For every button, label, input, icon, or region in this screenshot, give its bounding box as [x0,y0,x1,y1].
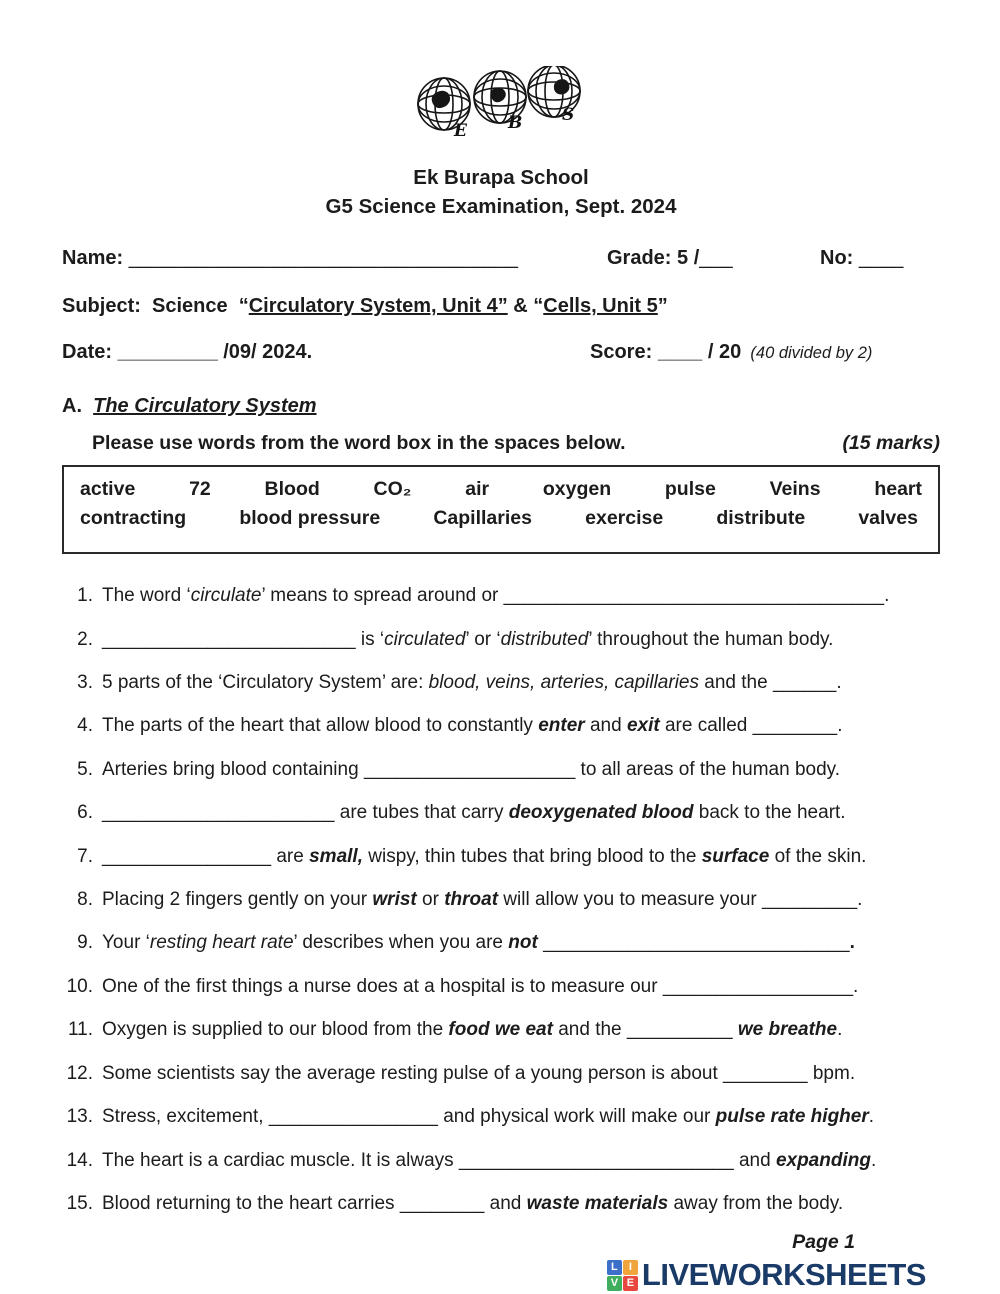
instruction-text: Please use words from the word box in the spaces below. [92,432,626,455]
question-row-9 [62,921,940,964]
question-number: 1. [77,585,93,607]
page-number: Page 1 [792,1231,855,1254]
question-row-11 [62,1008,940,1051]
question-text: ________________________ is ‘circulated’ or ‘distributed’ throughout the human body. [102,628,834,650]
question-text: ________________ are small, wispy, thin tubes that bring blood to the surface of the skin. [102,845,867,867]
question-text: Stress, excitement, ________________ and physical work will make our pulse rate higher. [102,1106,875,1128]
question-text: Your ‘resting heart rate’ describes when you are not _____________________________. [102,932,855,954]
question-number: 8. [77,889,93,911]
logo-letter-b: B [508,113,523,133]
question-number: 4. [77,715,93,737]
question-number: 15. [66,1192,93,1214]
word-box-row-1: active 72 Blood CO₂ air oxygen pulse Veins heart [80,478,922,501]
question-text: The heart is a cardiac muscle. It is always __________________________ and expanding. [102,1149,877,1171]
subject-line: Subject: Science “Circulatory System, Unit 4” & “Cells, Unit 5” [62,295,668,318]
question-text: Arteries bring blood containing ____________________ to all areas of the human body. [102,758,841,780]
globes-logo-icon [410,66,592,140]
question-row-14 [62,1139,940,1182]
question-number: 3. [77,672,93,694]
school-name: Ek Burapa School [413,166,589,189]
question-number: 14. [66,1149,93,1171]
question-row-13 [62,1095,940,1138]
question-text: One of the first things a nurse does at a hospital is to measure our __________________. [102,975,859,997]
exam-title: G5 Science Examination, Sept. 2024 [325,195,677,219]
question-text: The parts of the heart that allow blood to constantly enter and exit are called ________. [102,715,843,737]
footer [62,1231,940,1293]
name-field: Name: ___________________________________ [62,247,519,270]
question-row-5 [62,748,940,791]
score-field: Score: ____ / 20 (40 divided by 2) [590,341,873,364]
question-row-8 [62,878,940,921]
question-number: 5. [77,758,93,780]
question-number: 10. [66,975,93,997]
word-box [62,465,940,554]
question-number: 12. [66,1062,93,1084]
question-row-10 [62,965,940,1008]
question-number: 7. [77,845,93,867]
question-text: Oxygen is supplied to our blood from the food we eat and the __________ we breathe. [102,1019,843,1041]
question-number: 9. [77,932,93,954]
school-logo [62,66,940,145]
question-text: 5 parts of the ‘Circulatory System’ are: blood, veins, arteries, capillaries and the ______. [102,672,842,694]
question-row-3 [62,661,940,704]
brand-wordmark: LIVEWORKSHEETS [641,1257,926,1293]
liveworksheets-brand [62,1257,940,1293]
question-number: 13. [66,1106,93,1128]
logo-square-i: I [623,1260,638,1275]
question-number: 6. [77,802,93,824]
question-row-6 [62,791,940,834]
question-number: 2. [77,628,93,650]
number-field: No: ____ [820,247,904,270]
question-text: The word ‘circulate’ means to spread around or ____________________________________. [102,585,890,607]
logo-square-l: L [607,1260,622,1275]
question-text: Placing 2 fingers gently on your wrist or throat will allow you to measure your _________. [102,889,863,911]
marks-label: (15 marks) [842,432,940,455]
question-row-15 [62,1182,940,1225]
question-row-4 [62,704,940,747]
question-row-1 [62,574,940,617]
question-number: 11. [67,1019,93,1041]
question-list [62,574,940,1225]
section-a-heading: A. The Circulatory System [62,395,317,418]
question-text: Blood returning to the heart carries ________ and waste materials away from the body. [102,1192,844,1214]
question-row-2 [62,618,940,661]
liveworksheets-logo-icon [607,1260,638,1291]
question-row-7 [62,835,940,878]
grade-field: Grade: 5 /___ [607,247,733,270]
date-field: Date: _________ /09/ 2024. [62,341,313,364]
word-box-row-2: contracting blood pressure Capillaries exercise distribute valves [80,507,918,530]
question-text: Some scientists say the average resting pulse of a young person is about ________ bpm. [102,1062,856,1084]
logo-square-e: E [623,1276,638,1291]
question-row-12 [62,1052,940,1095]
logo-letter-s: S [562,105,575,125]
question-text: ______________________ are tubes that carry deoxygenated blood back to the heart. [102,802,846,824]
logo-letter-e: E [454,121,467,140]
logo-square-v: V [607,1276,622,1291]
